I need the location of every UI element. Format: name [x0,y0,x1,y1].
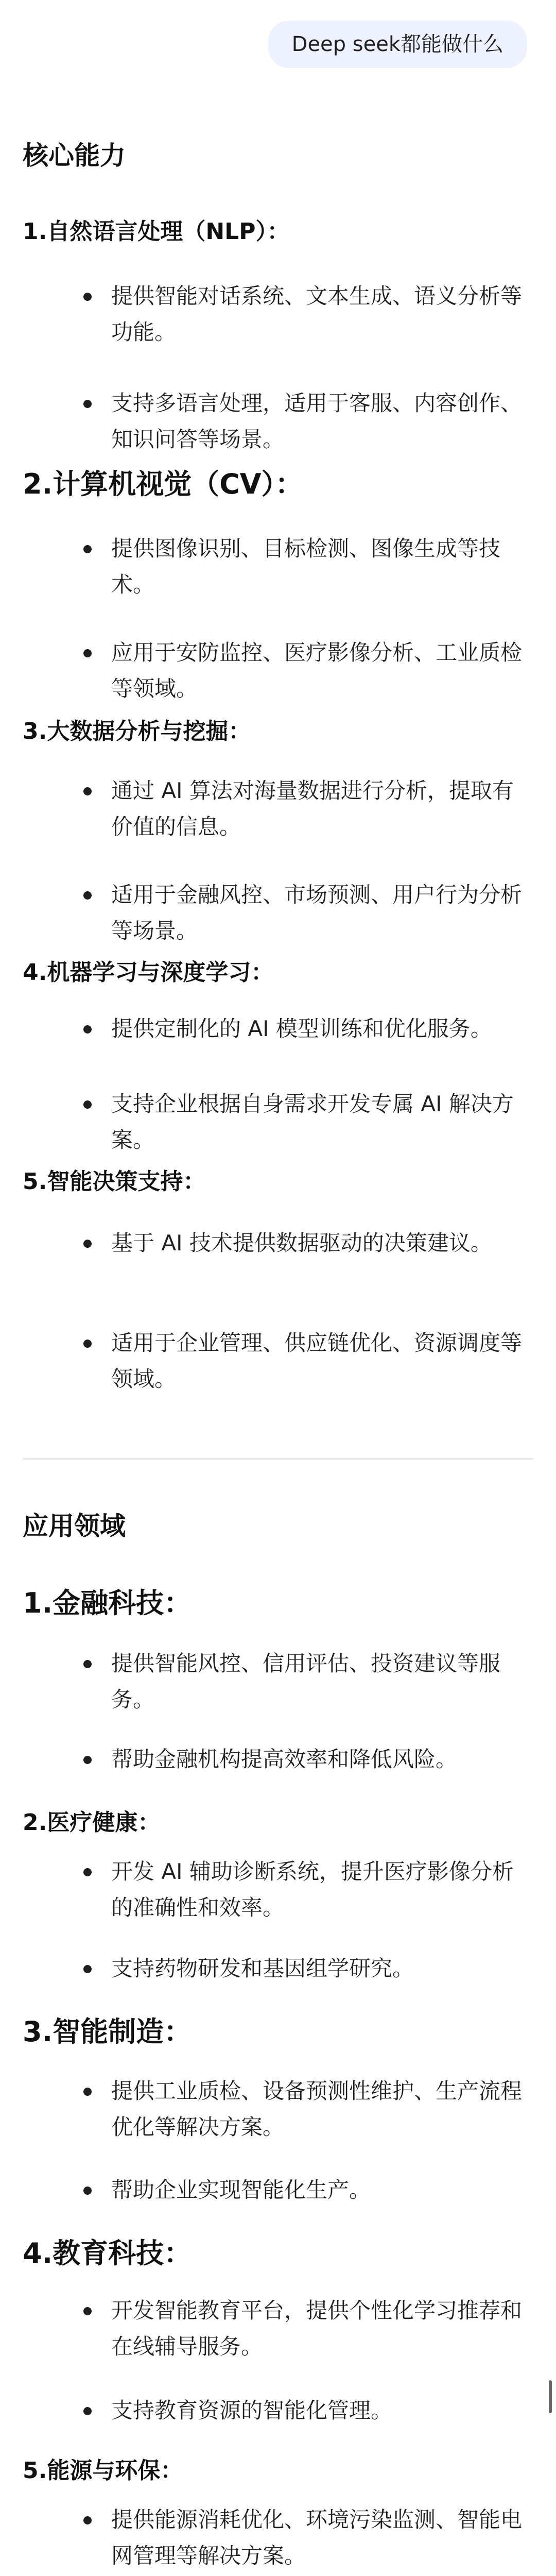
core-item-1-bullet-2: 支持多语言处理，适用于客服、内容创作、知识问答等场景。 [111,391,523,452]
bullet-dot [83,2187,92,2195]
bullet-dot [83,545,92,553]
core-item-2-bullet-2: 应用于安防监控、医疗影像分析、工业质检等领域。 [111,640,523,701]
bullet-dot [83,787,92,795]
bullet-dot [83,649,92,657]
section-divider [23,1458,533,1460]
bullet-dot [83,293,92,301]
bullet-dot [83,1100,92,1109]
bullet-dot [83,1965,92,1973]
bullet-dot [83,1868,92,1876]
bullet-dot [83,400,92,408]
core-item-1-title: 1.自然语言处理（NLP）： [23,218,290,245]
bullet-dot [83,1756,92,1764]
section-title-application: 应用领域 [23,1511,126,1541]
core-item-5-bullet-1: 基于 AI 技术提供数据驱动的决策建议。 [111,1230,492,1256]
app-item-2-bullet-1: 开发 AI 辅助诊断系统，提升医疗影像分析的准确性和效率。 [111,1859,514,1920]
core-item-3-bullet-2: 适用于金融风控、市场预测、用户行为分析等场景。 [111,882,523,943]
bullet-dot [83,2407,92,2415]
user-message-text: Deep seek都能做什么 [291,32,503,56]
core-item-4-bullet-2: 支持企业根据自身需求开发专属 AI 解决方案。 [111,1091,514,1153]
bullet-dot [83,2088,92,2096]
app-item-3-bullet-2: 帮助企业实现智能化生产。 [111,2177,371,2202]
user-message-bubble [268,21,527,68]
bullet-dot [83,2307,92,2315]
core-item-2-bullet-1: 提供图像识别、目标检测、图像生成等技术。 [111,536,501,597]
app-item-1-bullet-1: 提供智能风控、信用评估、投资建议等服务。 [111,1651,501,1712]
app-item-5-bullet-1: 提供能源消耗优化、环境污染监测、智能电网管理等解决方案。 [111,2507,523,2568]
bullet-dot [83,2516,92,2524]
core-item-5-bullet-2: 适用于企业管理、供应链优化、资源调度等领域。 [111,1330,523,1392]
app-item-1-bullet-2: 帮助金融机构提高效率和降低风险。 [111,1747,458,1772]
core-item-1-bullet-1: 提供智能对话系统、文本生成、语义分析等功能。 [111,283,523,345]
app-item-3-title: 3.智能制造： [23,2015,192,2048]
bullet-dot [83,1025,92,1033]
core-item-3-title: 3.大数据分析与挖掘： [23,718,251,744]
app-item-2-title: 2.医疗健康： [23,1809,161,1836]
app-item-4-bullet-1: 开发智能教育平台，提供个性化学习推荐和在线辅导服务。 [111,2298,523,2359]
app-item-5-title: 5.能源与环保： [23,2458,183,2484]
core-item-4-bullet-1: 提供定制化的 AI 模型训练和优化服务。 [111,1016,492,1041]
core-item-3-bullet-1: 通过 AI 算法对海量数据进行分析，提取有价值的信息。 [111,778,514,839]
bullet-dot [83,1240,92,1248]
app-item-1-title: 1.金融科技： [23,1587,192,1619]
bullet-dot [83,1340,92,1348]
app-item-3-bullet-1: 提供工业质检、设备预测性维护、生产流程优化等解决方案。 [111,2078,523,2140]
core-item-4-title: 4.机器学习与深度学习： [23,959,274,986]
app-item-4-title: 4.教育科技： [23,2237,192,2269]
bullet-dot [83,1660,92,1668]
bullet-dot [83,891,92,900]
core-item-2-title: 2.计算机视觉（CV）： [23,468,303,500]
scrollbar-thumb[interactable] [549,2380,552,2413]
app-item-4-bullet-2: 支持教育资源的智能化管理。 [111,2398,393,2423]
app-item-2-bullet-2: 支持药物研发和基因组学研究。 [111,1956,414,1981]
core-item-5-title: 5.智能决策支持： [23,1168,206,1195]
section-title-core: 核心能力 [23,141,126,171]
